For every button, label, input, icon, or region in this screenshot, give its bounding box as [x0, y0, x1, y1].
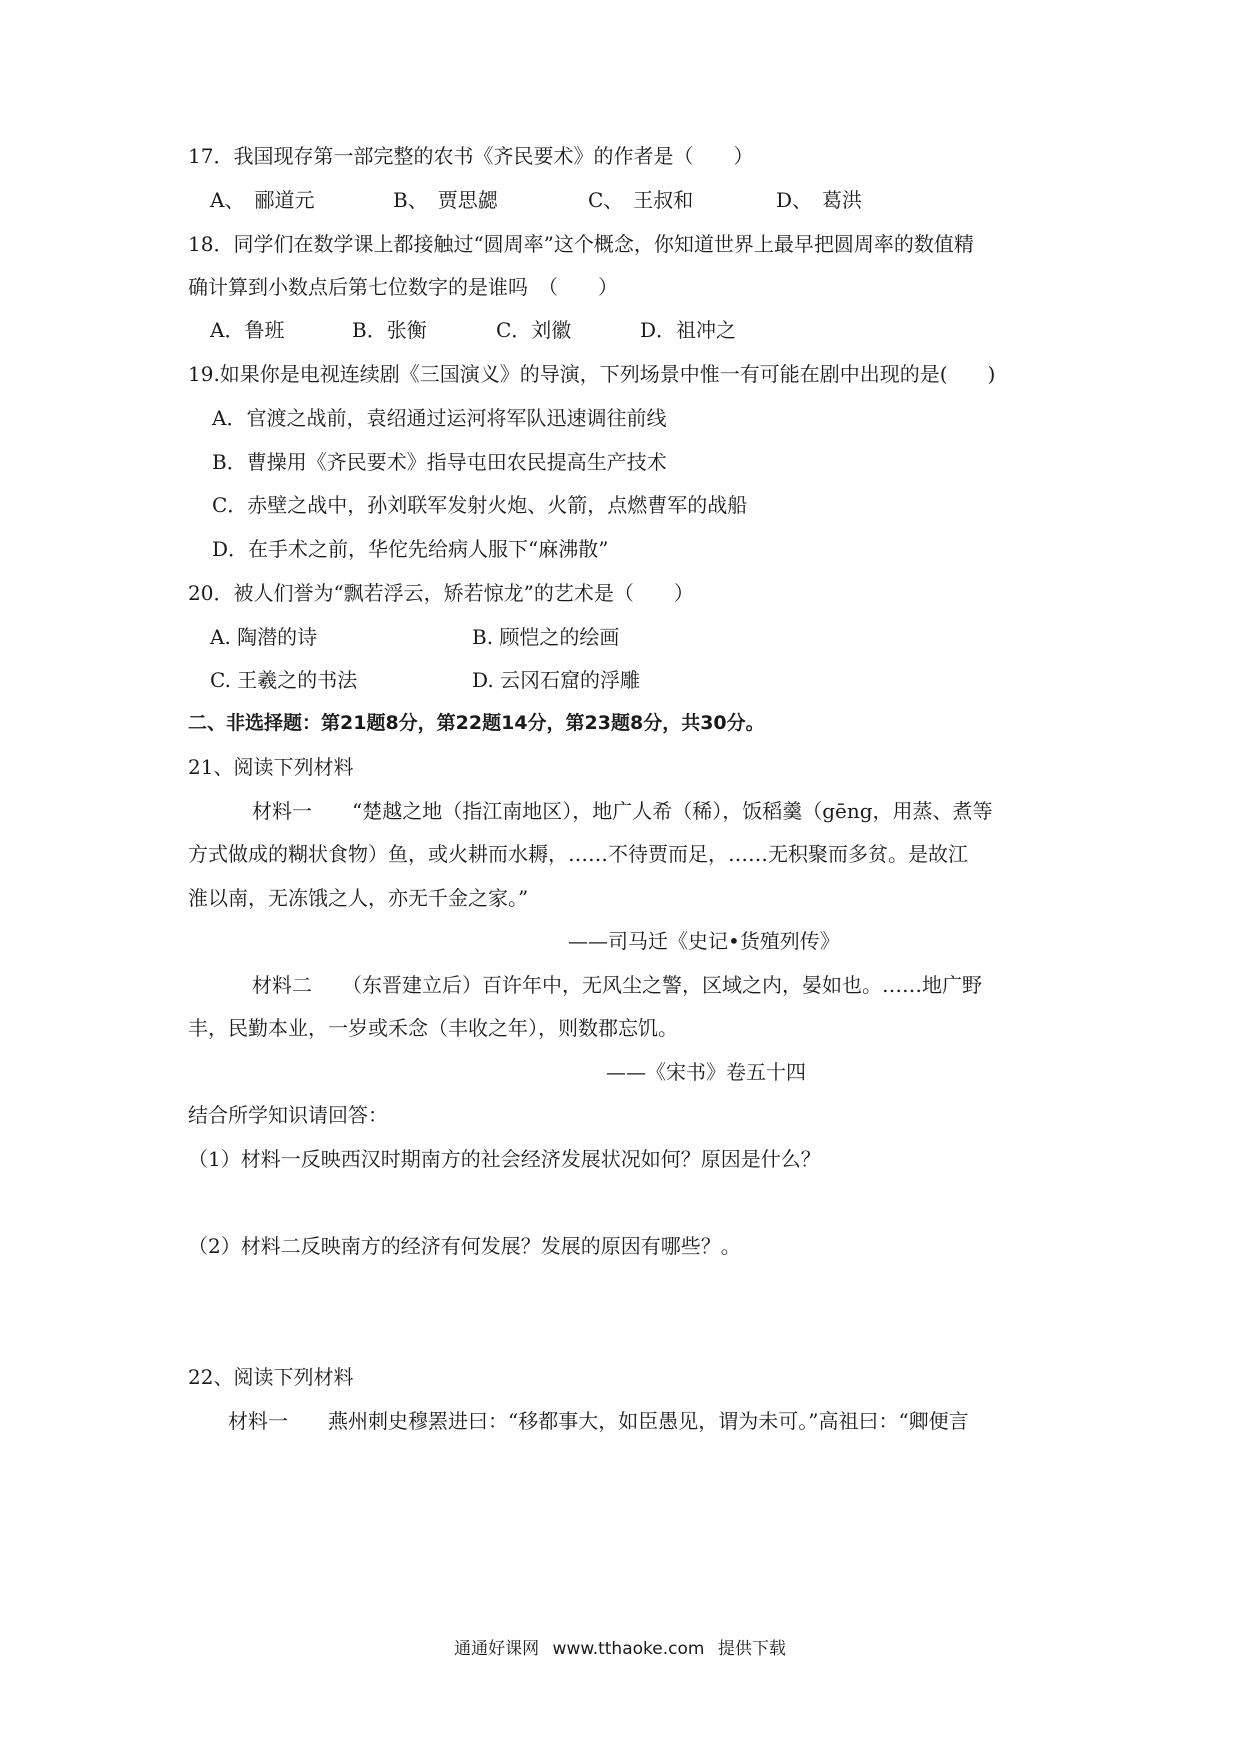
q21-sub-question-2: （2）材料二反映南方的经济有何发展？发展的原因有哪些？。: [188, 1234, 741, 1258]
q22-material1-line1: 材料一 燕州刺史穆罴进曰：“移都事大，如臣愚见，谓为未可。”高祖曰：“卿便言: [228, 1409, 969, 1433]
q18-option-c: C．刘徽: [496, 318, 572, 342]
q21-title: 21、阅读下列材料: [188, 755, 354, 779]
q21-prompt: 结合所学知识请回答：: [188, 1103, 388, 1127]
q19-option-a: A．官渡之战前，袁绍通过运河将军队迅速调往前线: [212, 406, 667, 430]
q18-option-a: A．鲁班: [210, 318, 285, 342]
q21-material2-line1: 材料二 （东晋建立后）百许年中，无风尘之警，区域之内，晏如也。……地广野: [252, 973, 982, 997]
q17-option-d: D、 葛洪: [776, 188, 863, 212]
q17-option-a: A、 郦道元: [210, 188, 315, 212]
q18-stem-line2: 确计算到小数点后第七位数字的是谁吗 （ ）: [188, 275, 618, 299]
q17-option-c: C、 王叔和: [588, 188, 694, 212]
q20-stem: 20．被人们誉为“飘若浮云，矫若惊龙”的艺术是（ ）: [188, 581, 694, 605]
q20-option-d: D. 云冈石窟的浮雕: [472, 668, 641, 692]
footer-suffix: 提供下载: [717, 1639, 786, 1659]
q19-option-c: C．赤壁之战中，孙刘联军发射火炮、火箭，点燃曹军的战船: [212, 493, 748, 517]
footer-url[interactable]: www.tthaoke.com: [552, 1639, 705, 1659]
q21-sub-question-1: （1）材料一反映西汉时期南方的社会经济发展状况如何？原因是什么？: [188, 1147, 821, 1171]
q19-option-d: D．在手术之前，华佗先给病人服下“麻沸散”: [212, 537, 609, 561]
q22-title: 22、阅读下列材料: [188, 1365, 354, 1389]
section2-heading: 二、非选择题：第21题8分，第22题14分，第23题8分，共30分。: [188, 712, 765, 734]
q19-stem: 19.如果你是电视连续剧《三国演义》的导演，下列场景中惟一有可能在剧中出现的是( ): [188, 362, 996, 386]
q18-option-b: B．张衡: [352, 318, 427, 342]
q18-option-d: D．祖冲之: [640, 318, 737, 342]
page-footer: [0, 1634, 1240, 1659]
q17-option-b: B、 贾思勰: [393, 188, 498, 212]
q21-material2-source: ——《宋书》卷五十四: [606, 1060, 806, 1084]
q20-option-b: B. 顾恺之的绘画: [472, 625, 620, 649]
q17-stem: 17．我国现存第一部完整的农书《齐民要术》的作者是（ ）: [188, 144, 754, 168]
q19-option-b: B．曹操用《齐民要术》指导屯田农民提高生产技术: [212, 450, 667, 474]
q21-material1-line2: 方式做成的糊状食物）鱼，或火耕而水耨，……不待贾而足，……无积聚而多贫。是故江: [188, 842, 968, 866]
q20-option-c: C. 王羲之的书法: [210, 668, 358, 692]
q20-option-a: A. 陶潜的诗: [210, 625, 318, 649]
q21-material1-line1: 材料一 “楚越之地（指江南地区），地广人希（稀），饭稻羹（gēng，用蒸、煮等: [252, 799, 993, 823]
q18-stem-line1: 18．同学们在数学课上都接触过“圆周率”这个概念，你知道世界上最早把圆周率的数值精: [188, 232, 974, 256]
footer-site-name: 通通好课网: [454, 1639, 540, 1659]
q21-material1-line3: 淮以南，无冻饿之人，亦无千金之家。”: [188, 886, 529, 910]
q21-material2-line2: 丰，民勤本业，一岁或禾念（丰收之年），则数郡忘饥。: [188, 1016, 678, 1040]
q21-material1-source: ——司马迁《史记•货殖列传》: [568, 929, 840, 953]
